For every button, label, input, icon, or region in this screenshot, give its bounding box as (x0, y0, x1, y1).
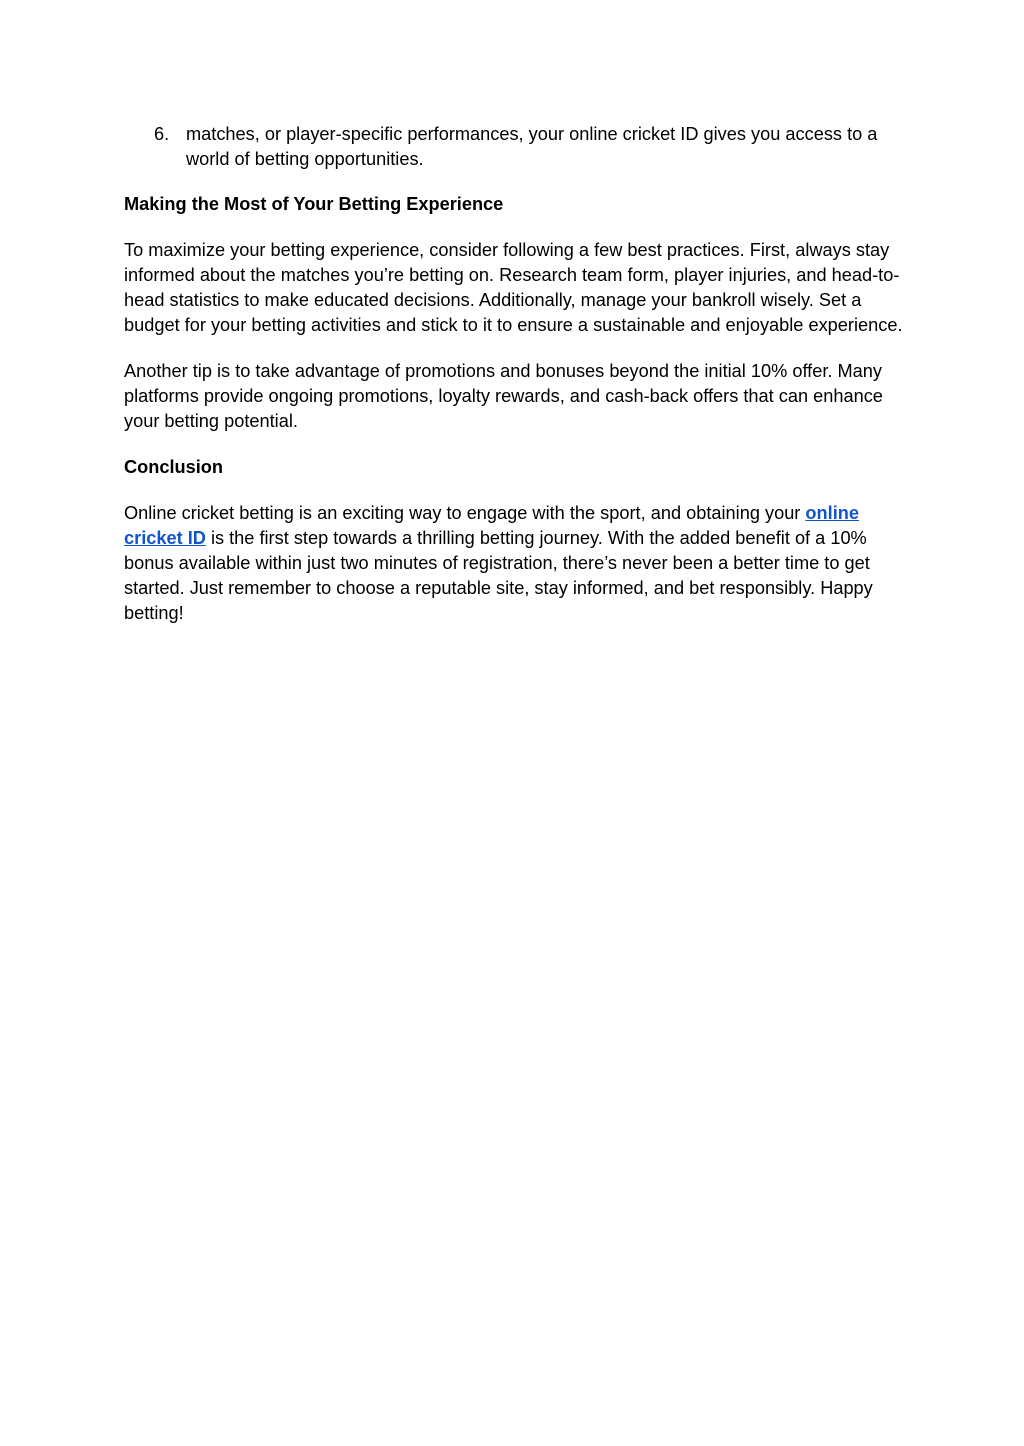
list-item-text: matches, or player-specific performances, your online cricket ID gives you access to a world of betting opportunities. (186, 124, 878, 169)
list-item (124, 122, 914, 172)
conclusion-paragraph (124, 501, 914, 626)
conclusion-text-end: is the first step towards a thrilling betting journey. With the added benefit of a 10% bonus available within just two minutes of registration, there’s never been a better time to get started. Just remember to choose a reputable site, stay informed, and bet responsibly. Happy betting! (124, 528, 873, 623)
document-page (124, 122, 914, 647)
online-cricket-id-link[interactable]: online cricket ID (124, 503, 859, 548)
conclusion-text-start: Online cricket betting is an exciting way to engage with the sport, and obtaining your (124, 503, 806, 523)
paragraph-best-practices: To maximize your betting experience, consider following a few best practices. First, always stay informed about the matches you’re betting on. Research team form, player injuries, and head-to-head statistics to make educated decisions. Additionally, manage your bankroll wisely. Set a budget for your betting activities and stick to it to ensure a sustainable and enjoyable experience. (124, 240, 903, 335)
section-heading: Making the Most of Your Betting Experience (124, 194, 504, 214)
list-item-number: 6. (154, 124, 170, 144)
conclusion-heading: Conclusion (124, 457, 224, 477)
paragraph-promotions: Another tip is to take advantage of promotions and bonuses beyond the initial 10% offer. Many platforms provide ongoing promotions, loyalty rewards, and cash-back offers that can enhance your betting potential. (124, 361, 883, 431)
